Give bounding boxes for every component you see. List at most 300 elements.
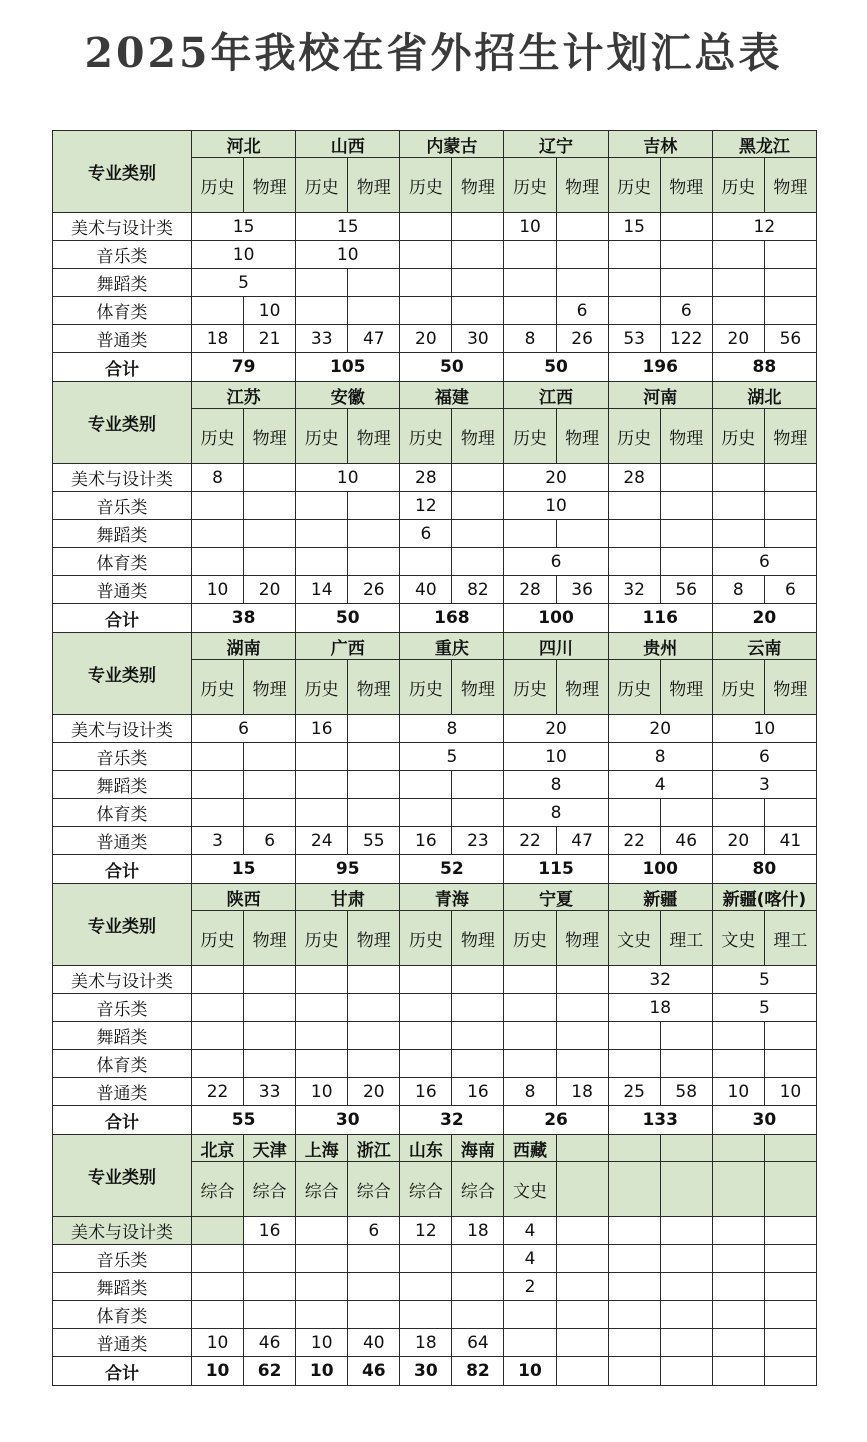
data-cell: [244, 464, 296, 492]
data-cell: [244, 1022, 296, 1050]
data-cell: [608, 1273, 660, 1301]
province-header: [660, 1135, 712, 1162]
data-cell: 15: [192, 213, 296, 241]
data-cell: 14: [296, 576, 348, 604]
data-cell: 10: [192, 1329, 244, 1357]
data-cell: 47: [556, 827, 608, 855]
data-cell: [556, 994, 608, 1022]
data-cell: [452, 464, 504, 492]
data-cell: 24: [296, 827, 348, 855]
province-header: 新疆: [608, 884, 712, 911]
subject-header: 文史: [504, 1162, 556, 1217]
subject-header: 历史: [712, 409, 764, 464]
data-cell: [764, 1050, 816, 1078]
data-cell: [400, 966, 452, 994]
data-cell: 41: [764, 827, 816, 855]
subject-header: 理工: [660, 911, 712, 966]
subject-header: 历史: [296, 409, 348, 464]
subject-header: 物理: [452, 409, 504, 464]
category-header: 专业类别: [53, 884, 192, 966]
data-cell: [348, 799, 400, 827]
data-cell: [296, 966, 348, 994]
subject-header: 历史: [400, 158, 452, 213]
total-cell: 95: [296, 855, 400, 884]
total-cell: [608, 1357, 660, 1386]
province-header: 上海: [296, 1135, 348, 1162]
data-cell: 26: [556, 325, 608, 353]
data-cell: [348, 297, 400, 325]
data-cell: 20: [348, 1078, 400, 1106]
data-cell: [192, 1301, 244, 1329]
data-cell: 6: [764, 576, 816, 604]
data-cell: 18: [556, 1078, 608, 1106]
data-cell: [660, 1217, 712, 1245]
total-cell: 50: [296, 604, 400, 633]
province-header: 辽宁: [504, 131, 608, 158]
data-cell: [400, 241, 452, 269]
total-cell: 10: [296, 1357, 348, 1386]
total-cell: 50: [504, 353, 608, 382]
subject-header: 物理: [348, 660, 400, 715]
data-cell: [504, 520, 556, 548]
total-label: 合计: [53, 353, 192, 382]
data-cell: [764, 799, 816, 827]
row-label: 普通类: [53, 325, 192, 353]
data-cell: [660, 269, 712, 297]
subject-header: 物理: [556, 158, 608, 213]
total-cell: 100: [608, 855, 712, 884]
subject-header: 物理: [764, 158, 816, 213]
subject-header: 物理: [244, 158, 296, 213]
subject-header: 物理: [452, 660, 504, 715]
subject-header: 物理: [348, 911, 400, 966]
data-cell: 2: [504, 1273, 556, 1301]
subject-header: [556, 1162, 608, 1217]
data-cell: 58: [660, 1078, 712, 1106]
data-cell: [348, 1022, 400, 1050]
data-cell: [296, 269, 348, 297]
data-cell: [348, 492, 400, 520]
data-cell: [712, 1022, 764, 1050]
total-cell: 10: [504, 1357, 556, 1386]
data-cell: [348, 715, 400, 743]
data-cell: 8: [504, 325, 556, 353]
data-cell: 6: [244, 827, 296, 855]
data-cell: 20: [244, 576, 296, 604]
data-cell: 8: [504, 799, 608, 827]
row-label: 体育类: [53, 548, 192, 576]
data-cell: [608, 520, 660, 548]
province-header: [556, 1135, 608, 1162]
data-cell: 3: [192, 827, 244, 855]
data-cell: [660, 1273, 712, 1301]
data-cell: [764, 492, 816, 520]
total-cell: 32: [400, 1106, 504, 1135]
data-cell: 6: [400, 520, 452, 548]
data-cell: [192, 520, 244, 548]
data-cell: 28: [504, 576, 556, 604]
data-cell: [244, 492, 296, 520]
total-cell: 105: [296, 353, 400, 382]
data-cell: [452, 799, 504, 827]
data-cell: [764, 269, 816, 297]
data-cell: [712, 799, 764, 827]
data-cell: 10: [296, 1078, 348, 1106]
data-cell: 5: [400, 743, 504, 771]
data-cell: [192, 771, 244, 799]
subject-header: 物理: [556, 409, 608, 464]
data-cell: 40: [400, 576, 452, 604]
subject-header: 历史: [192, 911, 244, 966]
data-cell: [452, 966, 504, 994]
subject-header: 历史: [192, 660, 244, 715]
subject-header: 综合: [348, 1162, 400, 1217]
province-header: 安徽: [296, 382, 400, 409]
data-cell: 10: [296, 241, 400, 269]
data-cell: 10: [244, 297, 296, 325]
data-cell: [764, 520, 816, 548]
data-cell: [296, 548, 348, 576]
subject-header: 物理: [348, 158, 400, 213]
data-cell: [764, 297, 816, 325]
row-label: 普通类: [53, 827, 192, 855]
data-cell: [764, 1329, 816, 1357]
province-header: 浙江: [348, 1135, 400, 1162]
data-cell: [712, 1217, 764, 1245]
province-header: 贵州: [608, 633, 712, 660]
data-cell: 4: [504, 1217, 556, 1245]
data-cell: [296, 297, 348, 325]
data-cell: [244, 966, 296, 994]
data-cell: 4: [608, 771, 712, 799]
data-cell: [660, 464, 712, 492]
subject-header: 历史: [504, 158, 556, 213]
row-label: 体育类: [53, 1301, 192, 1329]
data-cell: [244, 1301, 296, 1329]
data-cell: 10: [192, 576, 244, 604]
data-cell: [244, 1273, 296, 1301]
data-cell: [400, 1273, 452, 1301]
data-cell: [296, 1022, 348, 1050]
data-cell: 6: [348, 1217, 400, 1245]
data-cell: [192, 1245, 244, 1273]
data-cell: 8: [712, 576, 764, 604]
data-cell: [244, 743, 296, 771]
data-cell: [244, 771, 296, 799]
data-cell: [400, 799, 452, 827]
subject-header: 历史: [192, 158, 244, 213]
data-cell: [712, 1301, 764, 1329]
data-cell: [296, 1273, 348, 1301]
data-cell: 53: [608, 325, 660, 353]
data-cell: 82: [452, 576, 504, 604]
province-header: 甘肃: [296, 884, 400, 911]
row-label: 美术与设计类: [53, 213, 192, 241]
data-cell: [660, 241, 712, 269]
data-cell: [452, 213, 504, 241]
data-cell: [504, 1301, 556, 1329]
data-cell: [452, 520, 504, 548]
data-cell: [608, 1329, 660, 1357]
province-header: 北京: [192, 1135, 244, 1162]
data-cell: 33: [244, 1078, 296, 1106]
data-cell: [504, 966, 556, 994]
data-cell: [192, 743, 244, 771]
province-header: 陕西: [192, 884, 296, 911]
data-cell: [452, 492, 504, 520]
province-header: 江西: [504, 382, 608, 409]
data-cell: 6: [712, 743, 816, 771]
data-cell: 56: [764, 325, 816, 353]
data-cell: 8: [504, 771, 608, 799]
total-cell: 82: [452, 1357, 504, 1386]
data-cell: [608, 1050, 660, 1078]
data-cell: [660, 1245, 712, 1273]
total-cell: 10: [192, 1357, 244, 1386]
data-cell: [712, 492, 764, 520]
data-cell: [504, 297, 556, 325]
province-header: 新疆(喀什): [712, 884, 816, 911]
category-header: 专业类别: [53, 131, 192, 213]
subject-header: 文史: [608, 911, 660, 966]
total-cell: 15: [192, 855, 296, 884]
data-cell: [504, 1329, 556, 1357]
total-cell: 46: [348, 1357, 400, 1386]
data-cell: [712, 1050, 764, 1078]
data-cell: 26: [348, 576, 400, 604]
data-cell: [608, 1022, 660, 1050]
data-cell: [348, 548, 400, 576]
data-cell: 122: [660, 325, 712, 353]
data-cell: 20: [608, 715, 712, 743]
data-cell: 10: [764, 1078, 816, 1106]
data-cell: 15: [608, 213, 660, 241]
subject-header: 历史: [504, 911, 556, 966]
data-cell: [556, 213, 608, 241]
data-cell: [452, 241, 504, 269]
subject-header: 物理: [452, 911, 504, 966]
row-label: 音乐类: [53, 1245, 192, 1273]
data-cell: [504, 269, 556, 297]
data-cell: [556, 1217, 608, 1245]
data-cell: [608, 799, 660, 827]
data-cell: [348, 520, 400, 548]
province-header: 青海: [400, 884, 504, 911]
category-header: 专业类别: [53, 1135, 192, 1217]
data-cell: [660, 213, 712, 241]
data-cell: [504, 994, 556, 1022]
row-label: 舞蹈类: [53, 269, 192, 297]
data-cell: [608, 297, 660, 325]
data-cell: 10: [504, 213, 556, 241]
data-cell: [660, 1022, 712, 1050]
province-header: 四川: [504, 633, 608, 660]
data-cell: [400, 269, 452, 297]
row-label: 音乐类: [53, 994, 192, 1022]
data-cell: [244, 994, 296, 1022]
data-cell: [556, 520, 608, 548]
data-cell: 8: [400, 715, 504, 743]
data-cell: 20: [712, 325, 764, 353]
subject-header: 历史: [400, 660, 452, 715]
total-cell: 38: [192, 604, 296, 633]
subject-header: 历史: [296, 911, 348, 966]
total-cell: [660, 1357, 712, 1386]
data-cell: [764, 1217, 816, 1245]
data-cell: 8: [608, 743, 712, 771]
data-cell: [452, 1273, 504, 1301]
data-cell: 40: [348, 1329, 400, 1357]
province-header: 湖北: [712, 382, 816, 409]
data-cell: 64: [452, 1329, 504, 1357]
data-cell: [296, 1301, 348, 1329]
subject-header: 理工: [764, 911, 816, 966]
data-cell: [452, 297, 504, 325]
total-cell: 30: [712, 1106, 816, 1135]
data-cell: [712, 241, 764, 269]
data-cell: [296, 1050, 348, 1078]
data-cell: 12: [712, 213, 816, 241]
data-cell: [400, 1245, 452, 1273]
data-cell: 46: [660, 827, 712, 855]
category-header: 专业类别: [53, 382, 192, 464]
subject-header: 历史: [400, 911, 452, 966]
subject-header: 物理: [348, 409, 400, 464]
data-cell: 5: [712, 966, 816, 994]
data-cell: [764, 1245, 816, 1273]
data-cell: [452, 1301, 504, 1329]
data-cell: [712, 1245, 764, 1273]
total-cell: 20: [712, 604, 816, 633]
province-header: [712, 1135, 764, 1162]
data-cell: [764, 241, 816, 269]
total-cell: [764, 1357, 816, 1386]
data-cell: [400, 1022, 452, 1050]
data-cell: [556, 241, 608, 269]
plan-grid: [52, 130, 817, 1386]
subject-header: [712, 1162, 764, 1217]
data-cell: [712, 1273, 764, 1301]
data-cell: [660, 548, 712, 576]
data-cell: 56: [660, 576, 712, 604]
data-cell: 22: [192, 1078, 244, 1106]
data-cell: [348, 1245, 400, 1273]
subject-header: 物理: [244, 409, 296, 464]
data-cell: 20: [400, 325, 452, 353]
data-cell: 16: [452, 1078, 504, 1106]
province-header: 吉林: [608, 131, 712, 158]
row-label: 舞蹈类: [53, 1022, 192, 1050]
data-cell: 22: [608, 827, 660, 855]
page-title: 2025年我校在省外招生计划汇总表: [84, 29, 783, 77]
subject-header: 综合: [244, 1162, 296, 1217]
total-cell: 196: [608, 353, 712, 382]
data-cell: 5: [712, 994, 816, 1022]
row-label: 美术与设计类: [53, 966, 192, 994]
subject-header: 物理: [244, 660, 296, 715]
province-header: 黑龙江: [712, 131, 816, 158]
subject-header: 物理: [660, 158, 712, 213]
data-cell: 8: [192, 464, 244, 492]
data-cell: [660, 492, 712, 520]
data-cell: [556, 1329, 608, 1357]
total-cell: 133: [608, 1106, 712, 1135]
data-cell: 20: [504, 464, 608, 492]
data-cell: 10: [504, 743, 608, 771]
data-cell: [192, 1217, 244, 1245]
data-cell: [296, 1245, 348, 1273]
total-cell: 88: [712, 353, 816, 382]
data-cell: [244, 799, 296, 827]
row-label: 音乐类: [53, 492, 192, 520]
row-label: 美术与设计类: [53, 715, 192, 743]
data-cell: [348, 1273, 400, 1301]
subject-header: 历史: [608, 660, 660, 715]
data-cell: [348, 743, 400, 771]
data-cell: [660, 520, 712, 548]
data-cell: [556, 966, 608, 994]
data-cell: 55: [348, 827, 400, 855]
subject-header: [660, 1162, 712, 1217]
data-cell: 8: [504, 1078, 556, 1106]
subject-header: 物理: [764, 409, 816, 464]
data-cell: [296, 492, 348, 520]
province-header: 山东: [400, 1135, 452, 1162]
data-cell: [556, 1273, 608, 1301]
subject-header: 物理: [764, 660, 816, 715]
data-cell: 30: [452, 325, 504, 353]
subject-header: 历史: [296, 660, 348, 715]
data-cell: 10: [712, 715, 816, 743]
data-cell: [556, 1245, 608, 1273]
data-cell: [244, 1245, 296, 1273]
province-header: 重庆: [400, 633, 504, 660]
subject-header: 物理: [244, 911, 296, 966]
data-cell: 18: [400, 1329, 452, 1357]
data-cell: [348, 994, 400, 1022]
data-cell: [712, 464, 764, 492]
data-cell: [348, 1050, 400, 1078]
subject-header: 历史: [296, 158, 348, 213]
row-label: 音乐类: [53, 743, 192, 771]
data-cell: [192, 1022, 244, 1050]
province-header: 海南: [452, 1135, 504, 1162]
data-cell: 32: [608, 966, 712, 994]
data-cell: 16: [400, 827, 452, 855]
total-cell: [712, 1357, 764, 1386]
data-cell: [712, 297, 764, 325]
row-label: 体育类: [53, 1050, 192, 1078]
province-header: 内蒙古: [400, 131, 504, 158]
row-label: 舞蹈类: [53, 1273, 192, 1301]
subject-header: 物理: [660, 660, 712, 715]
province-header: [764, 1135, 816, 1162]
subject-header: 历史: [504, 660, 556, 715]
data-cell: 4: [504, 1245, 556, 1273]
data-cell: 18: [452, 1217, 504, 1245]
data-cell: [556, 269, 608, 297]
row-label: 美术与设计类: [53, 464, 192, 492]
data-cell: 18: [192, 325, 244, 353]
data-cell: [400, 548, 452, 576]
data-cell: [244, 520, 296, 548]
data-cell: [296, 743, 348, 771]
subject-header: 物理: [556, 911, 608, 966]
row-label: 体育类: [53, 297, 192, 325]
data-cell: 10: [504, 492, 608, 520]
data-cell: [192, 492, 244, 520]
total-label: 合计: [53, 1106, 192, 1135]
